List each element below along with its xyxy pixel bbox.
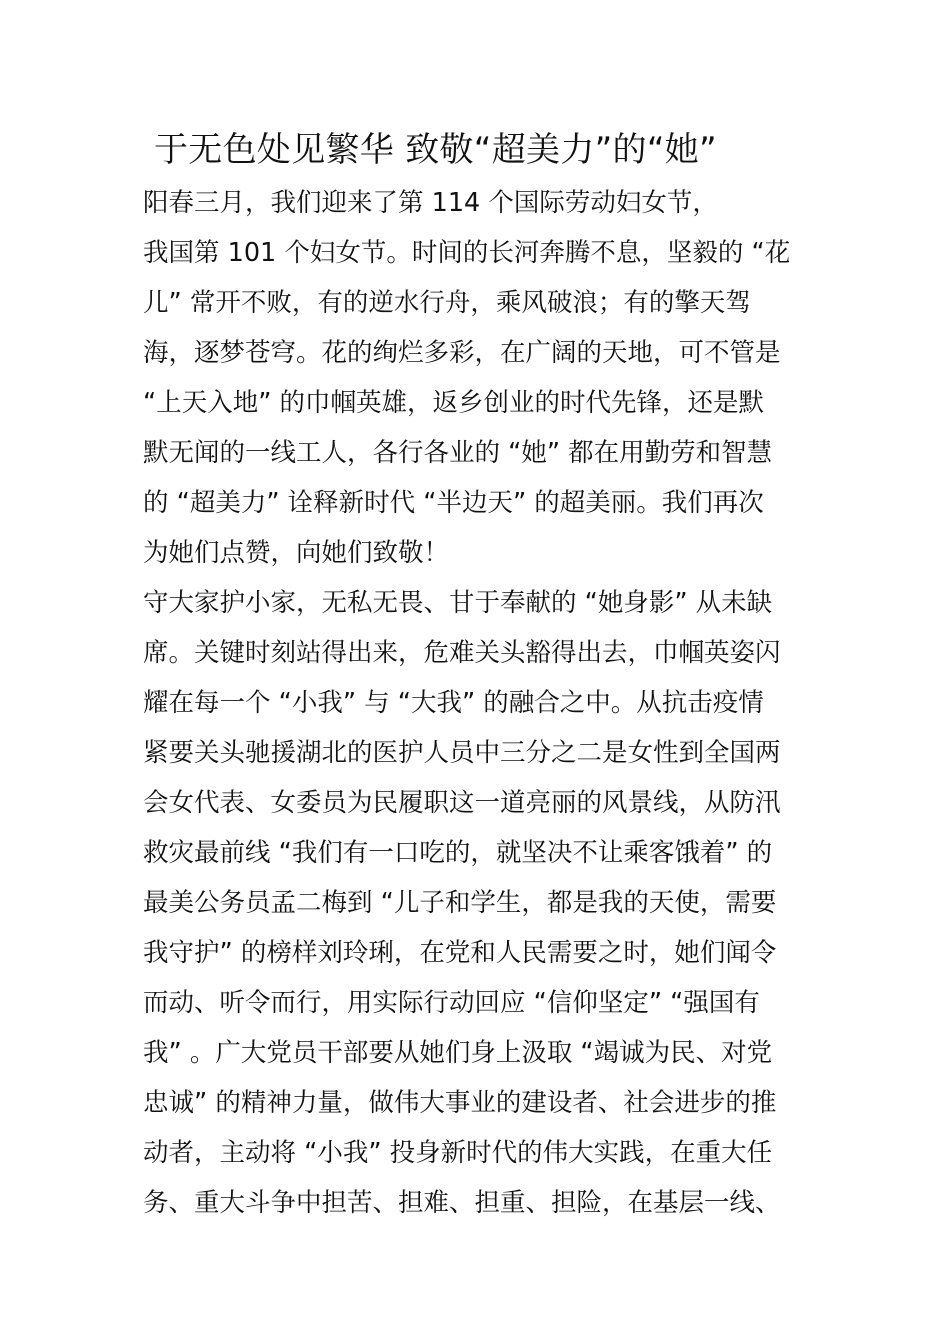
paragraph-line: 会女代表、女委员为民履职这一道亮丽的风景线，从防汛 (143, 788, 781, 818)
paragraph-line: 救灾最前线 “我们有一口吃的，就坚决不让乘客饿着” 的 (143, 838, 773, 868)
paragraph-line: 我国第 101 个妇女节。时间的长河奔腾不息，坚毅的 “花 (143, 238, 791, 268)
document-title: 于无色处见繁华 致敬“超美力”的“她” (154, 130, 717, 170)
paragraph-line: 耀在每一个 “小我” 与 “大我” 的融合之中。从抗击疫情 (143, 688, 764, 718)
paragraph-line: 默无闻的一线工人，各行各业的 “她” 都在用勤劳和智慧 (143, 438, 773, 468)
paragraph-line: 海，逐梦苍穹。花的绚烂多彩，在广阔的天地，可不管是 (143, 338, 781, 368)
paragraph-line: 席。关键时刻站得出来，危难关头豁得出去，巾帼英姿闪 (143, 638, 781, 668)
paragraph-line: 最美公务员孟二梅到 “儿子和学生，都是我的天使，需要 (143, 888, 777, 918)
paragraph-line: “上天入地” 的巾帼英雄，返乡创业的时代先锋，还是默 (143, 388, 765, 418)
paragraph-line: 的 “超美力” 诠释新时代 “半边天” 的超美丽。我们再次 (143, 488, 764, 518)
paragraph-line: 我守护” 的榜样刘玲琍，在党和人民需要之时，她们闻令 (143, 938, 777, 968)
paragraph-line: 忠诚” 的精神力量，做伟大事业的建设者、社会进步的推 (143, 1088, 777, 1118)
paragraph-line: 为她们点赞，向她们致敬！ (143, 538, 450, 568)
paragraph-line: 阳春三月，我们迎来了第 114 个国际劳动妇女节， (143, 188, 718, 218)
paragraph-line: 我” 。广大党员干部要从她们身上汲取 “竭诚为民、对党 (143, 1038, 773, 1068)
paragraph-line: 务、重大斗争中担苦、担难、担重、担险，在基层一线、 (143, 1188, 781, 1218)
paragraph-line: 而动、听令而行，用实际行动回应 “信仰坚定” “强国有 (143, 988, 760, 1018)
paragraph-line: 紧要关头驰援湖北的医护人员中三分之二是女性到全国两 (143, 738, 781, 768)
paragraph-line: 守大家护小家，无私无畏、甘于奉献的 “她身影” 从未缺 (143, 588, 773, 618)
paragraph-line: 儿” 常开不败，有的逆水行舟，乘风破浪；有的擎天驾 (143, 288, 751, 318)
paragraph-line: 动者，主动将 “小我” 投身新时代的伟大实践，在重大任 (143, 1138, 773, 1168)
